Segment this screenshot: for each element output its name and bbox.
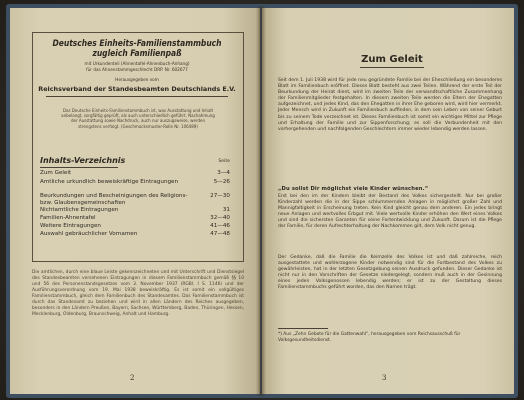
toc-entry-title: Beurkundungen und Bescheinigungen des Religions- bzw. Glaubensgemeinschaften xyxy=(40,193,188,206)
toc-heading: Inhalts-Verzeichnis xyxy=(40,156,126,165)
publisher-name: Reichsverband der Standesbeamten Deutschlands E.V. xyxy=(38,85,236,93)
table-of-contents xyxy=(40,156,240,256)
toc-entry-title: Amtliche urkundlich beweiskräftige Eintragungen xyxy=(40,179,179,185)
footnote: *) Aus „Zehn Gebote für die Gattenwahl“, herausgegeben vom Reichsausschuß für Volksgesundheitsdienst. xyxy=(278,332,461,343)
page-number-left: 2 xyxy=(130,374,135,382)
toc-seite-label: Seite xyxy=(218,159,230,164)
toc-list xyxy=(40,170,240,260)
toc-entry-title: Weitere Eintragungen xyxy=(40,223,101,229)
publisher-underline xyxy=(46,96,228,97)
right-page xyxy=(262,8,514,394)
herausgeber-label: Herausgegeben vom xyxy=(115,77,159,82)
toc-entry-page: 3—4 xyxy=(217,170,230,176)
toc-entry-title: Zum Geleit xyxy=(40,170,72,176)
toc-entry-page: 32—40 xyxy=(210,215,230,221)
footnote-rule xyxy=(278,328,328,329)
toc-entry-page: 31 xyxy=(222,207,230,213)
quote-line: „Du sollst Dir möglichst viele Kinder wünschen.“ xyxy=(278,186,429,192)
subtitle-2: für das Ahnenstammgeschlecht DRP. Nr. 602677 xyxy=(86,67,188,72)
toc-entry-title: Auswahl gebräuchlicher Vornamen xyxy=(40,231,138,237)
left-page xyxy=(10,8,260,394)
paragraph-2: Erst bei den im der Kindern bleibt der Bestand des Volkes sichergestellt. Nur bei großer Kinderzahl werden die in der Sippe schlummernden Anlagen in möglichst großer Zahl und Mannigfaltigkeit in Erscheinung treten. Kein Kind gleicht genau dem anderen. Ein jedes bringt neue Anlagen und wertvolles Erbgut mit. Viele wertvolle Kinder erhöhen den Wert eines Volkes und sind die sichersten Garanten für seine Fortentwicklung und Zukunft. Darum ist die Pflege der Familie, für deren Aufrechterhaltung der Nachkommen gilt, dem Volk nicht genug. xyxy=(278,194,502,230)
book-gutter xyxy=(256,6,266,396)
title-line-1: Deutsches Einheits-Familienstammbuch xyxy=(52,38,222,48)
toc-entry-page: 47—48 xyxy=(210,231,230,237)
title-line-2: zugleich Familienpaß xyxy=(92,48,182,58)
right-heading: Zum Geleit xyxy=(361,54,423,65)
intro-text: Das Deutsche Einheits-Familienstammbuch ist, was Ausstattung und Inhalt anbelangt, sorgfältig geprüft, als auch unterschiedlich geführt. Nachahmung der Ausstattung sowie Nachdruck, auch nur auszugsweise, werden strengstens verfolgt. (Geschmacksmuster-Rolle Nr. 106489) xyxy=(61,108,215,129)
page-number-right: 3 xyxy=(382,374,387,382)
toc-entry-title: Familien-Ahnentafel xyxy=(40,215,96,221)
paragraph-1: Seit dem 1. Juli 1938 wird für jede neu gegründete Familie bei der Eheschließung ein besonderes Blatt im Familienbuch eröffnet. Dieses Blatt besteht aus zwei Teilen. Während der erste Teil der Beurkundung der Heirat dient, wird im zweiten Teile der verwandtschaftliche Zusammenhang der Familienmitglieder festgehalten. In diesem zweiten Teile werden die Eltern der Ehegatten aufgezeichnet, und jedes Kind, das den Ehegatten in ihrer Ehe geboren wird, wird hier vermerkt. Jeder Mensch wird in Zukunft ein Familienbuch auffinden, in dem sein Leben von seiner Geburt bis zu seinem Tode verzeichnet ist. Dieses Familienbuch ist somit ein wichtiges Mittel zur Pflege und Erhaltung der Familie und zur Sippenforschung; es soll die Verbundenheit mit den vorhergehenden und nachfolgenden Geschlechtern immer wieder lebendig werden lassen. xyxy=(278,78,502,132)
toc-entry-page: 27—30 xyxy=(210,193,230,199)
heading-underline xyxy=(360,67,424,68)
toc-entry-page: 5—26 xyxy=(213,179,230,185)
toc-entry-page: 41—46 xyxy=(210,223,230,229)
bottom-notice: Die amtlichen, durch eine blaue Leiste gekennzeichneten und mit Unterschrift und Dienstsiegel des Standesbeamten versehenen Eintragungen in diesem Familienstammbuch gemäß §§ 10 und 56 des Personenstandsgesetzes vom 3. November 1937 (RGBl. I S. 1146) und der Ausführungsverordnung vom 19. Mai 1938 beweiskräftig. Es ist somit ein vollgültiges Familienstammbuch, gleich dem Familienbuch des Standesamtes. Das Familienstammbuch ist durch das Standesamt zu beziehen und wird in allen Ländern des Reiches ausgegeben, besonders in den Ländern Preußen, Bayern, Sachsen, Württemberg, Baden, Thüringen, Hessen, Mecklenburg, Oldenburg, Braunschweig, Anhalt und Hamburg. xyxy=(32,270,244,317)
toc-heading-underline xyxy=(40,167,118,168)
toc-entry-title: Nichtamtliche Eintragungen xyxy=(40,207,119,213)
paragraph-3: Der Gedanke, daß die Familie die Keimzelle des Volkes ist und daß zahlreiche, reich ausgestattete und wohlerzogene Kinder notwendig sind für die Fortbestand des Volkes zu gewährleisten, hat in der letzten Gesetzgebung seinen Ausdruck gefunden. Dieser Gedanke ist nicht nur in den Vorschriften der Gesetze niedergelegt, sondern muß auch in der Gesinnung eines jeden Volksgenossen lebendig werden; er ist zu der Gestaltung dieses Familienstammbuchs geführt worden, das den Namen trägt. xyxy=(278,255,502,291)
subtitle-1: mit Urkundenteil (Ahnentafel-Ahnenbuch-Anhang) xyxy=(84,61,190,66)
